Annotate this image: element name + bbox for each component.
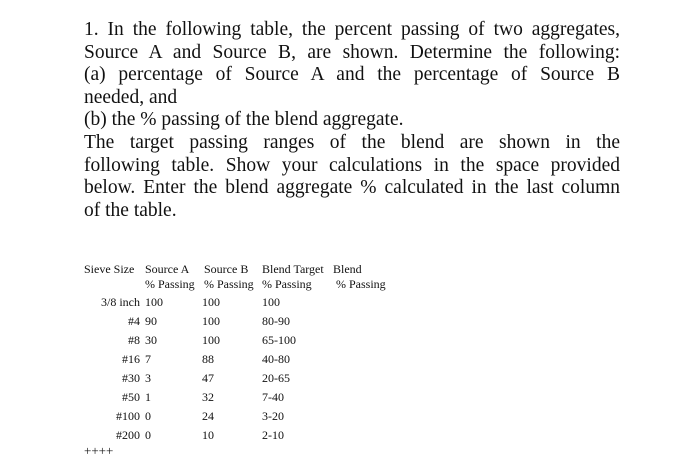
header-b-passing: % Passing <box>204 277 254 291</box>
problem-line: Source A and Source B, are shown. Determine the following: <box>84 41 620 63</box>
row-blend-target: 20-65 <box>262 371 290 385</box>
row-sieve-size: 3/8 inch <box>101 295 140 309</box>
row-source-b: 10 <box>202 428 214 442</box>
row-source-b: 32 <box>202 390 214 404</box>
row-source-a: 30 <box>145 333 157 347</box>
row-source-b: 88 <box>202 352 214 366</box>
row-sieve-size: #16 <box>122 352 140 366</box>
row-sieve-size: #4 <box>128 314 140 328</box>
row-source-a: 3 <box>145 371 151 385</box>
problem-line: following table. Show your calculations in the space provided <box>84 154 620 176</box>
problem-line: needed, and <box>84 86 178 108</box>
row-blend-target: 7-40 <box>262 390 284 404</box>
header-blend-passing: % Passing <box>336 277 386 291</box>
header-source-b: Source B <box>204 262 249 276</box>
row-source-a: 7 <box>145 352 151 366</box>
row-source-a: 100 <box>145 295 163 309</box>
problem-line: 1. In the following table, the percent passing of two aggregates, <box>84 19 620 40</box>
row-source-b: 100 <box>202 295 220 309</box>
problem-line: The target passing ranges of the blend are shown in the <box>84 131 620 153</box>
row-blend-target: 80-90 <box>262 314 290 328</box>
problem-line: (a) percentage of Source A and the percentage of Source B <box>84 64 620 86</box>
row-blend-target: 3-20 <box>262 409 284 423</box>
header-blend-target: Blend Target <box>262 262 324 276</box>
row-blend-target: 40-80 <box>262 352 290 366</box>
row-source-a: 1 <box>145 390 151 404</box>
row-sieve-size: #8 <box>128 333 140 347</box>
row-blend-target: 100 <box>262 295 280 309</box>
row-source-b: 47 <box>202 371 214 385</box>
row-blend-target: 2-10 <box>262 428 284 442</box>
header-sieve-size: Sieve Size <box>84 262 135 276</box>
problem-statement <box>84 19 620 222</box>
row-source-b: 100 <box>202 333 220 347</box>
problem-line: (b) the % passing of the blend aggregate. <box>84 109 404 131</box>
header-blend: Blend <box>333 262 362 276</box>
problem-line: below. Enter the blend aggregate % calculated in the last column <box>84 177 620 199</box>
row-source-a: 90 <box>145 314 157 328</box>
row-blend-target: 65-100 <box>262 333 296 347</box>
row-sieve-size: #200 <box>116 428 140 442</box>
row-sieve-size: #30 <box>122 371 140 385</box>
header-target-passing: % Passing <box>262 277 312 291</box>
row-source-b: 24 <box>202 409 214 423</box>
footer-marks: ++++ <box>84 443 114 458</box>
row-source-b: 100 <box>202 314 220 328</box>
row-source-a: 0 <box>145 428 151 442</box>
row-source-a: 0 <box>145 409 151 423</box>
header-a-passing: % Passing <box>145 277 195 291</box>
row-sieve-size: #100 <box>116 409 140 423</box>
header-source-a: Source A <box>145 262 190 276</box>
problem-line: of the table. <box>84 199 177 221</box>
row-sieve-size: #50 <box>122 390 140 404</box>
